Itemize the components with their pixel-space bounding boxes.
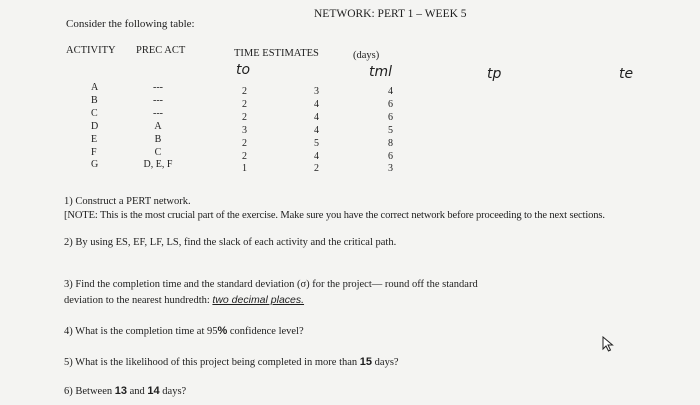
- to-cell: 2: [242, 137, 247, 149]
- header-tml: tml: [369, 64, 393, 80]
- tp-cell: 4: [388, 86, 393, 97]
- tml-cell: 4: [314, 150, 319, 162]
- to-cell: 1: [242, 163, 247, 175]
- prec-cell: B: [154, 133, 162, 145]
- header-tp: tp: [487, 66, 502, 82]
- prec-cell: A: [154, 120, 162, 132]
- question-4: [64, 325, 304, 337]
- page-title: NETWORK: PERT 1 – WEEK 5: [314, 8, 467, 20]
- question-3-line-1: 3) Find the completion time and the standard deviation (σ) for the project— round off the standard: [64, 279, 478, 290]
- question-6-suffix: days?: [162, 386, 187, 397]
- question-5-number: 15: [359, 356, 373, 368]
- tp-cell: 3: [388, 163, 393, 175]
- question-5: [64, 356, 399, 368]
- to-cell: 2: [242, 111, 247, 123]
- prec-cell: C: [154, 146, 162, 158]
- question-2: 2) By using ES, EF, LF, LS, find the slack of each activity and the critical path.: [64, 237, 397, 248]
- activity-cell: F: [91, 146, 97, 158]
- tp-cell: 5: [388, 124, 393, 136]
- question-4-text: 4) What is the completion time at 95: [64, 326, 218, 337]
- prec-cell: ---: [153, 82, 163, 93]
- question-6-number-2: 14: [147, 385, 160, 397]
- activity-cell: E: [91, 133, 98, 145]
- activity-cell: A: [91, 82, 99, 93]
- tml-cell: 4: [314, 111, 319, 123]
- tp-cell: 6: [388, 111, 393, 123]
- activity-cell: C: [91, 107, 98, 119]
- header-te: te: [619, 66, 634, 82]
- to-cell: 2: [242, 86, 247, 97]
- question-1: 1) Construct a PERT network.: [64, 196, 191, 207]
- question-3-text: deviation to the nearest hundredth:: [64, 295, 210, 306]
- prec-column: [138, 82, 178, 172]
- to-column: [242, 86, 247, 176]
- note-text: [NOTE: This is the most crucial part of the exercise. Make sure you have the correct network before proceeding to the next sections.: [64, 210, 605, 221]
- to-cell: 3: [242, 124, 247, 136]
- header-days: (days): [353, 50, 380, 61]
- prec-cell: ---: [153, 94, 163, 106]
- question-6-and: and: [129, 386, 145, 397]
- prec-cell: ---: [153, 107, 163, 119]
- question-3-emphasis: two decimal places.: [212, 294, 305, 306]
- mouse-cursor-icon: [602, 336, 614, 352]
- to-cell: 2: [242, 98, 247, 110]
- question-3-line-2: [64, 294, 304, 306]
- activity-cell: D: [91, 120, 99, 132]
- activity-cell: B: [91, 94, 98, 106]
- tml-cell: 3: [314, 86, 319, 97]
- question-5-text: 5) What is the likelihood of this project being completed in more than: [64, 357, 358, 368]
- question-6-number-1: 13: [114, 385, 127, 397]
- tml-cell: 4: [314, 124, 319, 136]
- header-time-estimates: TIME ESTIMATES: [234, 48, 319, 59]
- prec-cell: D, E, F: [143, 159, 173, 171]
- activity-cell: G: [91, 159, 99, 171]
- tml-cell: 5: [314, 137, 319, 149]
- activity-column: [91, 82, 98, 172]
- tp-cell: 6: [388, 150, 393, 162]
- question-6-text: 6) Between: [64, 386, 113, 397]
- tml-column: [314, 86, 319, 176]
- question-4-percent: %: [217, 325, 228, 337]
- question-4-suffix: confidence level?: [229, 326, 304, 337]
- header-activity: ACTIVITY: [66, 45, 116, 56]
- tp-cell: 6: [388, 98, 393, 110]
- tml-cell: 4: [314, 98, 319, 110]
- intro-text: Consider the following table:: [66, 18, 195, 30]
- tp-cell: 8: [388, 137, 393, 149]
- to-cell: 2: [242, 150, 247, 162]
- question-6: [64, 385, 186, 397]
- tp-column: [388, 86, 393, 176]
- question-5-suffix: days?: [374, 357, 399, 368]
- header-prec-act: PREC ACT: [136, 45, 186, 56]
- tml-cell: 2: [314, 163, 319, 175]
- header-to: to: [236, 62, 251, 78]
